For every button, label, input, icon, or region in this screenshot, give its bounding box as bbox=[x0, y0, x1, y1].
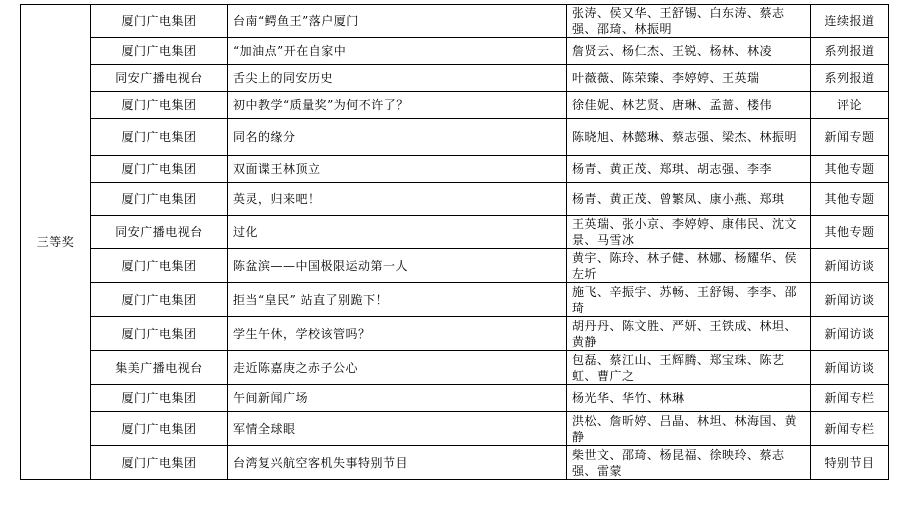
award-table bbox=[20, 4, 889, 480]
authors-cell: 詹贤云、杨仁杰、王锐、杨林、林凌 bbox=[567, 38, 811, 65]
unit-cell: 厦门广电集团 bbox=[91, 156, 228, 183]
table-body bbox=[21, 5, 889, 480]
type-cell: 新闻访谈 bbox=[811, 249, 889, 283]
unit-cell: 厦门广电集团 bbox=[91, 412, 228, 446]
table-row bbox=[21, 446, 889, 480]
authors-cell: 胡丹丹、陈文胜、严妍、王铁成、林坦、黄静 bbox=[567, 317, 811, 351]
authors-cell: 杨青、黄正茂、郑琪、胡志强、李李 bbox=[567, 156, 811, 183]
unit-cell: 同安广播电视台 bbox=[91, 65, 228, 92]
table-row bbox=[21, 119, 889, 156]
table-row bbox=[21, 317, 889, 351]
authors-cell: 洪松、詹昕婷、吕晶、林坦、林海国、黄静 bbox=[567, 412, 811, 446]
type-cell: 评论 bbox=[811, 92, 889, 119]
type-cell: 新闻访谈 bbox=[811, 351, 889, 385]
unit-cell: 厦门广电集团 bbox=[91, 38, 228, 65]
unit-cell: 厦门广电集团 bbox=[91, 446, 228, 480]
unit-cell: 厦门广电集团 bbox=[91, 5, 228, 38]
type-cell: 其他专题 bbox=[811, 183, 889, 216]
type-cell: 新闻访谈 bbox=[811, 317, 889, 351]
type-cell: 其他专题 bbox=[811, 156, 889, 183]
authors-cell: 徐佳妮、林艺贤、唐琳、孟蔷、楼伟 bbox=[567, 92, 811, 119]
title-cell: 台南“鳄鱼王”落户厦门 bbox=[228, 5, 567, 38]
unit-cell: 同安广播电视台 bbox=[91, 216, 228, 249]
authors-cell: 施飞、辛振宇、苏畅、王舒锡、李李、邵琦 bbox=[567, 283, 811, 317]
table-row bbox=[21, 65, 889, 92]
unit-cell: 厦门广电集团 bbox=[91, 283, 228, 317]
authors-cell: 柴世文、邵琦、杨昆福、徐映玲、蔡志强、雷蒙 bbox=[567, 446, 811, 480]
type-cell: 特别节目 bbox=[811, 446, 889, 480]
unit-cell: 集美广播电视台 bbox=[91, 351, 228, 385]
type-cell: 新闻专栏 bbox=[811, 385, 889, 412]
unit-cell: 厦门广电集团 bbox=[91, 249, 228, 283]
title-cell: 台湾复兴航空客机失事特别节目 bbox=[228, 446, 567, 480]
title-cell: 走近陈嘉庚之赤子公心 bbox=[228, 351, 567, 385]
authors-cell: 包磊、蔡江山、王辉腾、郑宝珠、陈艺虹、曹广之 bbox=[567, 351, 811, 385]
unit-cell: 厦门广电集团 bbox=[91, 385, 228, 412]
title-cell: 军情全球眼 bbox=[228, 412, 567, 446]
unit-cell: 厦门广电集团 bbox=[91, 317, 228, 351]
table-row bbox=[21, 351, 889, 385]
table-row bbox=[21, 385, 889, 412]
title-cell: 初中教学“质量奖”为何不许了？ bbox=[228, 92, 567, 119]
title-cell: 拒当“皇民” 站直了别跪下！ bbox=[228, 283, 567, 317]
authors-cell: 杨青、黄正茂、曾繁凤、康小燕、郑琪 bbox=[567, 183, 811, 216]
type-cell: 新闻访谈 bbox=[811, 283, 889, 317]
table-row bbox=[21, 283, 889, 317]
table-row bbox=[21, 92, 889, 119]
unit-cell: 厦门广电集团 bbox=[91, 119, 228, 156]
type-cell: 新闻专题 bbox=[811, 119, 889, 156]
title-cell: 舌尖上的同安历史 bbox=[228, 65, 567, 92]
type-cell: 新闻专栏 bbox=[811, 412, 889, 446]
type-cell: 系列报道 bbox=[811, 38, 889, 65]
unit-cell: 厦门广电集团 bbox=[91, 92, 228, 119]
title-cell: 双面谍王林顶立 bbox=[228, 156, 567, 183]
authors-cell: 陈晓旭、林懿琳、蔡志强、梁杰、林振明 bbox=[567, 119, 811, 156]
title-cell: “加油点”开在自家中 bbox=[228, 38, 567, 65]
type-cell: 其他专题 bbox=[811, 216, 889, 249]
table-row bbox=[21, 216, 889, 249]
table-row bbox=[21, 156, 889, 183]
table-row bbox=[21, 38, 889, 65]
award-category-cell: 三等奖 bbox=[21, 5, 91, 480]
title-cell: 英灵，归来吧！ bbox=[228, 183, 567, 216]
table-row bbox=[21, 249, 889, 283]
authors-cell: 王英瑞、张小京、李婷婷、康伟民、沈文景、马雪冰 bbox=[567, 216, 811, 249]
title-cell: 过化 bbox=[228, 216, 567, 249]
authors-cell: 黄宇、陈玲、林子健、林娜、杨耀华、侯左圻 bbox=[567, 249, 811, 283]
table-row bbox=[21, 5, 889, 38]
type-cell: 系列报道 bbox=[811, 65, 889, 92]
unit-cell: 厦门广电集团 bbox=[91, 183, 228, 216]
table-row bbox=[21, 183, 889, 216]
authors-cell: 叶薇薇、陈荣臻、李婷婷、王英瑞 bbox=[567, 65, 811, 92]
type-cell: 连续报道 bbox=[811, 5, 889, 38]
title-cell: 陈盆滨——中国极限运动第一人 bbox=[228, 249, 567, 283]
authors-cell: 张涛、侯又华、王舒锡、白东涛、蔡志强、邵琦、林振明 bbox=[567, 5, 811, 38]
title-cell: 学生午休，学校该管吗？ bbox=[228, 317, 567, 351]
title-cell: 同名的缘分 bbox=[228, 119, 567, 156]
title-cell: 午间新闻广场 bbox=[228, 385, 567, 412]
table-row bbox=[21, 412, 889, 446]
authors-cell: 杨光华、华竹、林琳 bbox=[567, 385, 811, 412]
